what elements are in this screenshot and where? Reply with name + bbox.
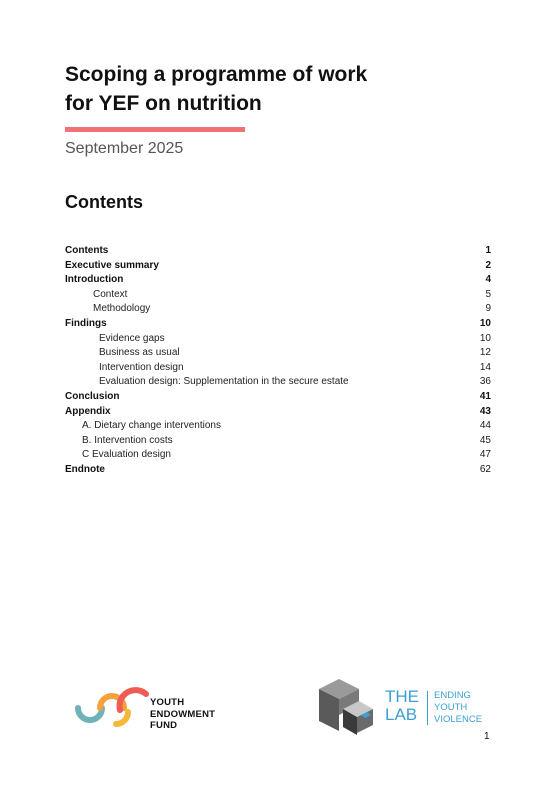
yef-arc-gold: [116, 712, 128, 724]
toc-entry[interactable]: [65, 332, 491, 347]
toc-entry-label: C Evaluation design: [82, 449, 171, 461]
toc-entry[interactable]: [65, 361, 491, 376]
toc-entry-page: 41: [479, 390, 491, 402]
toc-entry-label: Context: [93, 288, 128, 300]
toc-entry-page: 43: [479, 405, 491, 417]
toc-entry[interactable]: [65, 375, 491, 390]
toc-entry-label: Methodology: [93, 303, 151, 315]
toc-entry-label: Executive summary: [65, 259, 159, 271]
toc-entry[interactable]: [65, 244, 491, 259]
toc-entry-page: 44: [479, 420, 491, 432]
toc-entry[interactable]: [65, 302, 491, 317]
the-lab-lab: LAB: [385, 705, 418, 724]
the-lab-tagline: ENDING YOUTH VIOLENCE: [434, 690, 483, 725]
toc-entry-label: Evaluation design: Supplementation in the secure estate: [99, 376, 349, 388]
toc-entry-page: 14: [479, 361, 491, 373]
toc-entry[interactable]: [65, 463, 491, 478]
toc-entry-page: 10: [479, 317, 491, 329]
toc-entry-page: 47: [479, 449, 491, 461]
toc-entry-label: Conclusion: [65, 390, 120, 402]
the-lab-cube-icon: [315, 675, 379, 739]
toc-entry-label: Evidence gaps: [99, 332, 165, 344]
toc-entry[interactable]: [65, 448, 491, 463]
toc-entry-label: Business as usual: [99, 347, 180, 359]
toc-entry-label: Appendix: [65, 405, 111, 417]
the-lab-divider: [427, 691, 428, 725]
toc-entry-page: 9: [485, 303, 491, 315]
toc-entry[interactable]: [65, 346, 491, 361]
toc-entry-page: 62: [479, 463, 491, 475]
document-title: [65, 60, 485, 118]
yef-logo-text: YOUTH ENDOWMENT FUND: [150, 697, 216, 731]
toc-entry[interactable]: [65, 273, 491, 288]
document-date: September 2025: [65, 140, 184, 157]
toc-entry-page: 10: [479, 332, 491, 344]
table-of-contents: [65, 244, 491, 478]
toc-entry[interactable]: [65, 288, 491, 303]
toc-entry[interactable]: [65, 390, 491, 405]
title-line-2: for YEF on nutrition: [65, 92, 262, 115]
toc-entry-page: 5: [485, 288, 491, 300]
toc-entry[interactable]: [65, 419, 491, 434]
toc-entry-label: Endnote: [65, 463, 105, 475]
toc-entry[interactable]: [65, 405, 491, 420]
toc-entry-label: Introduction: [65, 274, 124, 286]
toc-entry-label: B. Intervention costs: [82, 434, 173, 446]
toc-entry-page: 2: [485, 259, 491, 271]
toc-entry[interactable]: [65, 259, 491, 274]
toc-entry[interactable]: [65, 434, 491, 449]
toc-entry-label: Findings: [65, 317, 107, 329]
toc-entry-page: 36: [479, 376, 491, 388]
page-number: 1: [484, 731, 490, 742]
toc-entry-label: A. Dietary change interventions: [82, 420, 221, 432]
toc-entry[interactable]: [65, 317, 491, 332]
title-line-1: Scoping a programme of work: [65, 63, 368, 86]
toc-entry-page: 45: [479, 434, 491, 446]
title-accent-bar: [65, 127, 245, 132]
toc-entry-label: Contents: [65, 245, 109, 256]
contents-heading: Contents: [65, 192, 143, 212]
toc-entry-page: 12: [479, 347, 491, 359]
toc-entry-label: Intervention design: [99, 361, 184, 373]
toc-entry-page: 4: [485, 274, 491, 286]
yef-logo-mark: [74, 684, 150, 732]
toc-entry-page: 1: [485, 245, 491, 256]
the-lab-the: THE: [385, 687, 419, 706]
